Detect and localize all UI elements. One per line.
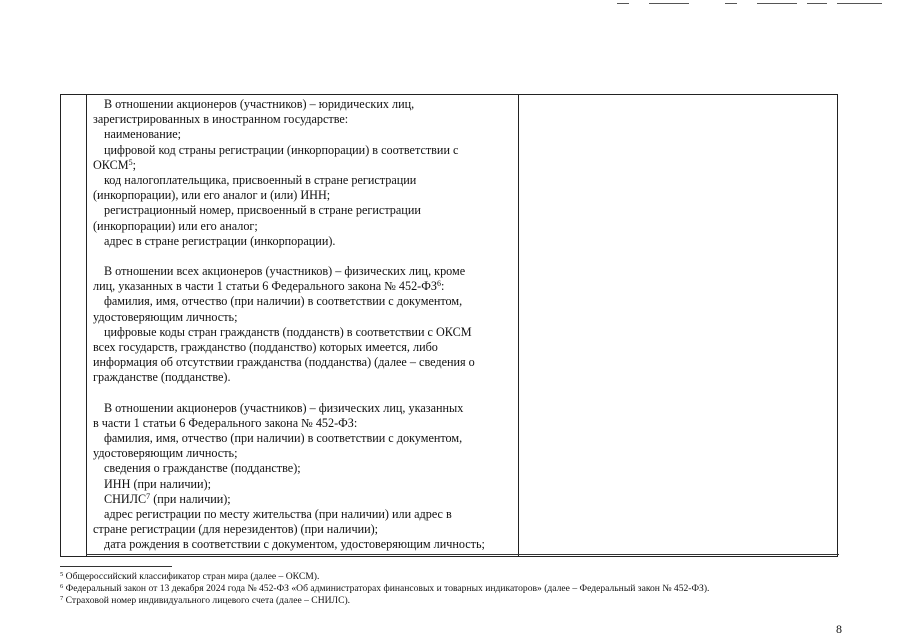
text-line: В отношении акционеров (участников) – юридических лиц, (104, 97, 415, 111)
text-line: ИНН (при наличии); (104, 476, 211, 491)
text-line: В отношении всех акционеров (участников) – физических лиц, кроме (104, 264, 466, 279)
text-fragment: лиц, указанных в части 1 статьи 6 Федерального закона № 452-ФЗ (93, 279, 437, 294)
text-line (93, 158, 517, 173)
text-line: дата рождения в соответствии с документом, удостоверяющим личность; (104, 537, 485, 552)
text-line: удостоверяющим личность; (93, 309, 238, 324)
text-fragment: : (440, 279, 445, 294)
text-line (93, 492, 517, 507)
text-line: фамилия, имя, отчество (при наличии) в соответствии с документом, (104, 294, 463, 309)
text-fragment: ОКСМ (93, 157, 129, 172)
text-line (93, 279, 517, 294)
text-fragment: СНИЛС (104, 491, 147, 506)
table-gutter-line (86, 95, 87, 556)
text-line: код налогоплательщика, присвоенный в стране регистрации (104, 173, 417, 188)
text-line: регистрационный номер, присвоенный в стране регистрации (104, 203, 421, 218)
footnote-separator (60, 566, 172, 567)
table-column-divider (518, 95, 519, 556)
footnote-text: Общероссийский классификатор стран мира (далее – ОКСМ). (63, 571, 320, 582)
footnote-ref: 7 (146, 491, 151, 501)
footnote-number: 7 (60, 595, 64, 602)
text-line: информация об отсутствии гражданства (подданства) (далее – сведения о (93, 355, 475, 370)
text-line: наименование; (104, 127, 182, 142)
footnote-ref: 6 (436, 279, 441, 289)
text-line: всех государств, гражданство (подданство) которых имеется, либо (93, 340, 438, 355)
footnote (60, 583, 860, 595)
text-fragment: (при наличии); (150, 491, 231, 506)
footnote-text: Федеральный закон от 13 декабря 2024 года № 452-ФЗ «Об администраторах финансовых и товарных индикаторов» (далее – Федеральный закон № 452-ФЗ). (63, 583, 710, 594)
text-line: (инкорпорации) или его аналог; (93, 218, 258, 233)
footnotes (60, 571, 860, 607)
table-row-border (86, 554, 839, 555)
scan-header-marks (597, 0, 897, 8)
text-line: стране регистрации (для нерезидентов) (при наличии); (93, 522, 379, 537)
text-line: цифровой код страны регистрации (инкорпорации) в соответствии с (104, 142, 459, 157)
requirements-table (60, 94, 838, 557)
page-number: 8 (836, 622, 842, 636)
text-line: адрес в стране регистрации (инкорпорации). (104, 233, 336, 248)
text-line: зарегистрированных в иностранном государстве: (93, 112, 349, 127)
text-line: гражданстве (подданстве). (93, 370, 231, 385)
footnote-text: Страховой номер индивидуального лицевого счета (далее – СНИЛС). (63, 595, 351, 606)
table-left-cell (93, 97, 517, 553)
text-line: цифровые коды стран гражданств (подданств) в соответствии с ОКСМ (104, 324, 472, 339)
text-line: адрес регистрации по месту жительства (при наличии) или адрес в (104, 507, 452, 522)
footnote-number: 6 (60, 583, 64, 590)
text-line: в части 1 статьи 6 Федерального закона № 452-ФЗ: (93, 415, 358, 430)
text-line: (инкорпорации), или его аналог и (или) ИНН; (93, 188, 331, 203)
text-line: В отношении акционеров (участников) – физических лиц, указанных (104, 400, 464, 415)
footnote (60, 571, 860, 583)
text-line: сведения о гражданстве (подданстве); (104, 461, 301, 476)
footnote (60, 595, 860, 607)
footnote-ref: 5 (128, 157, 133, 167)
text-line: фамилия, имя, отчество (при наличии) в соответствии с документом, (104, 431, 463, 446)
footnote-number: 5 (60, 571, 64, 578)
text-line: удостоверяющим личность; (93, 446, 238, 461)
text-fragment: ; (132, 157, 136, 172)
